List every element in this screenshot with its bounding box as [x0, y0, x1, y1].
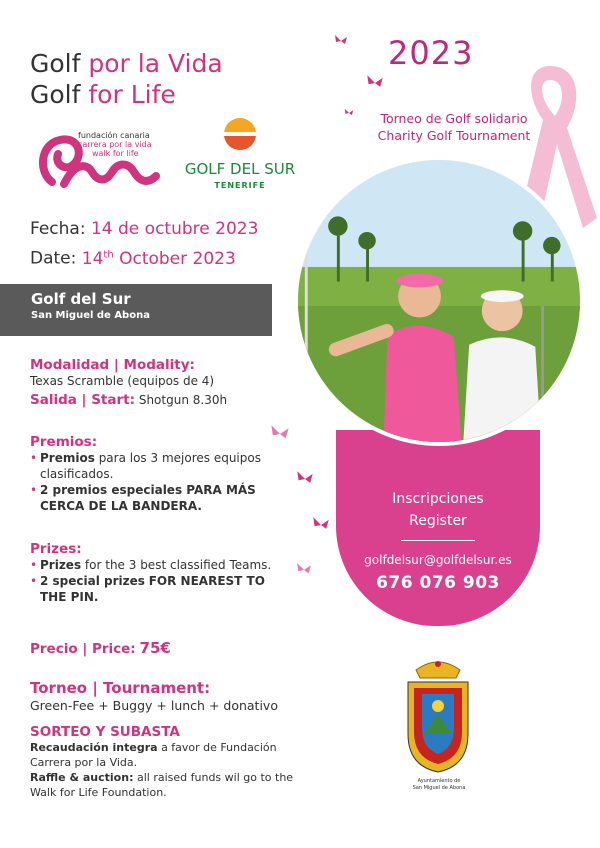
page-title	[30, 48, 223, 110]
sorteo-es: Recaudación integra a favor de Fundación Carrera por la Vida.	[30, 741, 277, 769]
fcc-line3: walk for life	[92, 149, 139, 158]
san-miguel-crest	[398, 654, 478, 778]
title-golf-2: Golf	[30, 80, 81, 109]
list-item: • Premios para los 3 mejores equipos clasificados.	[30, 450, 280, 482]
prizes-section	[30, 541, 280, 605]
gds-name: GOLF DEL SUR	[184, 160, 296, 178]
price-value: 75€	[139, 639, 171, 657]
tournament-value: Green-Fee + Buggy + lunch + donativo	[30, 698, 278, 713]
title-for-life: for Life	[88, 80, 176, 109]
venue-name: Golf del Sur	[31, 290, 131, 308]
tournament-en: Charity Golf Tournament	[377, 128, 531, 143]
crest-caption-1: Ayuntamiento de	[417, 778, 461, 784]
butterfly-icon	[344, 108, 354, 118]
sorteo-section	[30, 725, 300, 800]
sorteo-en: Raffle & auction: all raised funds wil go to the Walk for Life Foundation.	[30, 771, 294, 799]
butterfly-icon	[334, 34, 348, 48]
tournament-label: Torneo | Tournament:	[30, 679, 211, 697]
modality-value: Texas Scramble (equipos de 4)	[30, 374, 215, 388]
year: 2023	[388, 34, 474, 72]
butterfly-icon	[296, 562, 312, 578]
tournament-subtitle	[364, 110, 544, 144]
crest-caption	[374, 778, 504, 792]
event-dates	[30, 217, 258, 272]
list-item: • Prizes for the 3 best classified Teams.	[30, 557, 280, 573]
price-label: Precio | Price:	[30, 641, 136, 657]
divider	[401, 540, 475, 541]
registration-panel	[336, 430, 540, 626]
date-value: 14th October 2023	[81, 248, 236, 269]
fcc-line1: fundación canaria	[78, 131, 150, 140]
tournament-section	[30, 680, 320, 714]
fecha-value: 14 de octubre 2023	[90, 219, 259, 239]
register-es: Inscripciones	[392, 491, 484, 507]
venue-banner	[0, 284, 272, 336]
prizes-label: Prizes:	[30, 541, 82, 557]
golfers-photo	[294, 156, 584, 446]
modality-label: Modalidad | Modality:	[30, 357, 195, 373]
date-label: Date:	[30, 248, 77, 269]
butterfly-icon	[366, 74, 384, 92]
list-item: • 2 premios especiales PARA MÁS CERCA DE LA BANDERA.	[30, 482, 280, 514]
gds-sub: TENERIFE	[214, 181, 266, 190]
fcc-line2: carrera por la vida	[78, 140, 152, 149]
register-email[interactable]: golfdelsur@golfdelsur.es	[364, 553, 512, 567]
crest-caption-2: San Miguel de Abona	[412, 785, 466, 791]
fecha-label: Fecha:	[30, 219, 86, 239]
modality-section	[30, 357, 280, 408]
list-item: • 2 special prizes FOR NEAREST TO THE PIN.	[30, 573, 280, 605]
venue-location: San Miguel de Abona	[31, 310, 150, 321]
premios-label: Premios:	[30, 434, 98, 450]
title-golf-1: Golf	[30, 49, 81, 78]
butterfly-icon	[312, 516, 330, 534]
golf-del-sur-logo	[170, 116, 310, 196]
price-section	[30, 640, 280, 657]
title-por-la-vida: por la Vida	[88, 49, 223, 78]
tournament-es: Torneo de Golf solidario	[380, 111, 528, 126]
start-label: Salida | Start:	[30, 392, 135, 408]
start-value: Shotgun 8.30h	[138, 393, 228, 407]
butterfly-icon	[296, 470, 314, 488]
sorteo-label: SORTEO Y SUBASTA	[30, 724, 180, 740]
premios-section	[30, 434, 280, 514]
register-phone[interactable]: 676 076 903	[376, 573, 500, 593]
register-en: Register	[409, 513, 467, 529]
